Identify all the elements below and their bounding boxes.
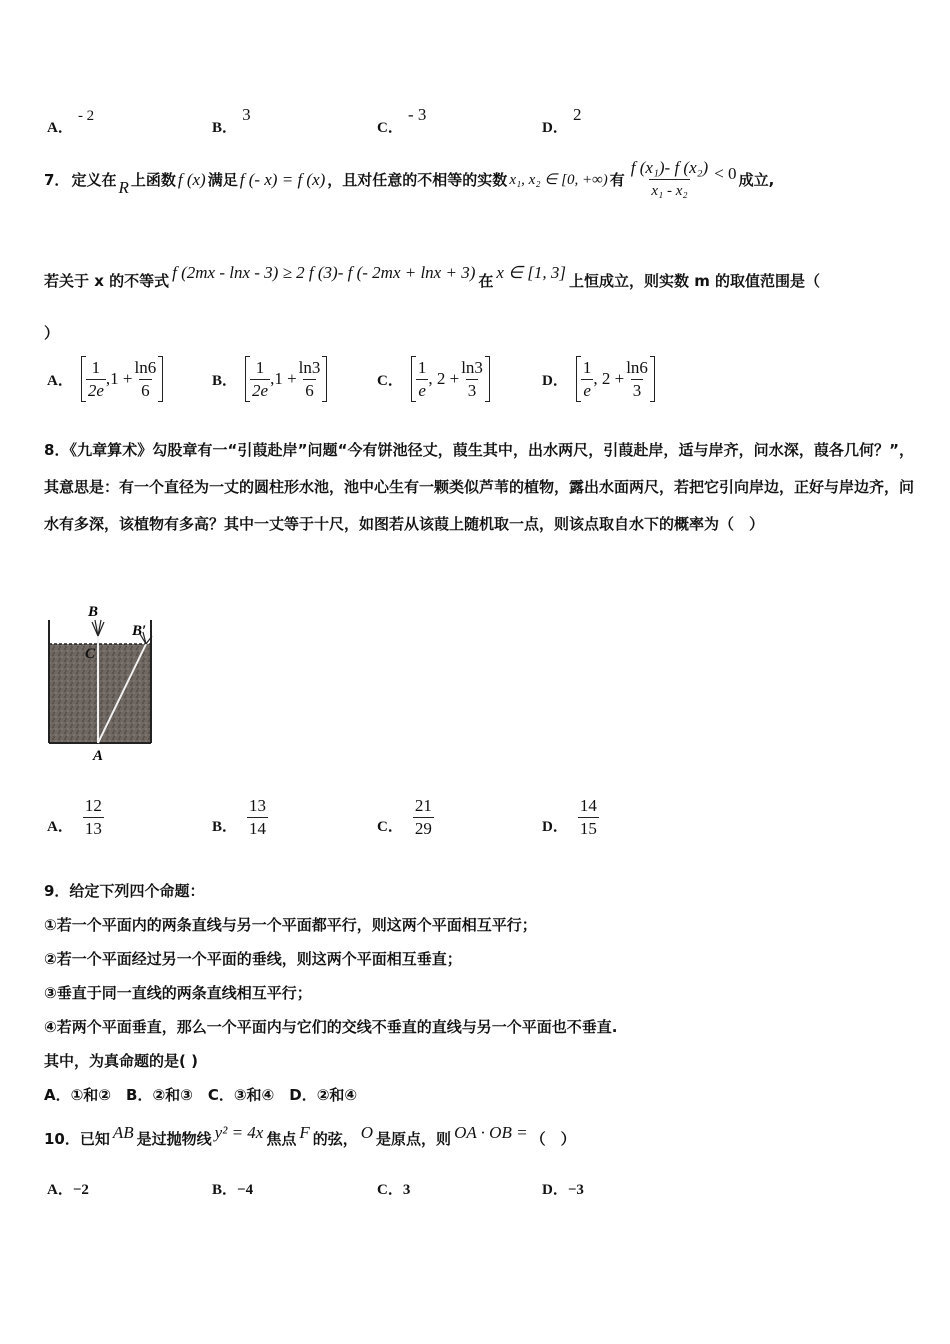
fraction-numerator: ln3 [461,357,483,377]
fraction [413,796,434,839]
fraction-denominator: e [418,380,426,400]
fraction-denominator: x₁ - x₂ [649,179,689,201]
q10-O: O [360,1122,374,1142]
option-label: D． [542,819,568,835]
fraction-numerator: ln3 [298,357,321,377]
option-label: A． [47,819,73,835]
interval-text: , 2 + [593,369,625,388]
q7-monotone-fraction [629,158,710,201]
q7-text: 定义在 [71,171,117,189]
right-bracket [650,356,655,402]
option-label: D． [542,120,568,136]
fraction [459,358,485,401]
q9-question: 其中，为真命题的是( ) [44,1052,198,1070]
right-bracket [485,356,490,402]
interval [576,356,655,402]
q10-text: 10．已知 [44,1130,110,1148]
interval [81,356,163,402]
option-label: D． [542,1182,568,1198]
fraction [247,796,268,839]
q9-statement-2: ②若一个平面经过另一个平面的垂线，则这两个平面相互垂直； [44,950,462,968]
option-value: - 3 [407,105,427,124]
q7-inequality: f (2mx - lnx - 3) ≥ 2 f (3)- f (- 2mx + lnx + 3) [172,262,476,282]
q7-text: 在 [478,272,494,290]
label-A: A [93,748,104,764]
q6-option-d [542,104,582,136]
q10-stem [44,1122,576,1148]
fraction [624,358,650,401]
option-label: C． [377,819,403,835]
right-bracket [158,356,163,402]
fraction-numerator: 1 [582,357,592,377]
fraction [250,358,270,401]
option-label: A． [47,1182,73,1198]
label-C: C [85,646,96,662]
q7-stem-line2 [44,262,821,290]
q10-parabola: y² = 4x [214,1122,264,1142]
q10-text: 焦点 [266,1130,297,1148]
fraction-denominator: 3 [467,380,477,400]
interval-text: , 2 + [428,369,460,388]
option-label: B． [212,1182,238,1198]
fraction-numerator: ln6 [134,357,157,377]
q7-text: 上恒成立，则实数 m 的取值范围是（ [568,272,821,290]
q7-option-a [47,356,163,402]
fraction [416,358,429,401]
fraction [578,796,599,839]
option-value: −4 [237,1182,254,1198]
option-value: −3 [567,1182,584,1198]
q10-option-c [377,1178,410,1199]
q9-answers: A．①和② B．②和③ C．③和④ D．②和④ [44,1086,358,1104]
fraction-denominator: 13 [84,819,102,838]
option-label: A． [47,120,73,136]
q8-option-b [212,796,268,839]
q7-domain: x ∈ [1, 3] [496,262,566,282]
option-label: B． [212,372,238,389]
fraction-numerator: 1 [255,357,265,377]
q10-text: 的弦， [312,1130,358,1148]
fraction [83,796,104,839]
fraction-numerator: 14 [579,796,597,815]
fraction-numerator: 13 [249,796,267,815]
q10-F: F [299,1122,310,1142]
fraction-denominator: 2e [252,380,269,400]
right-bracket [322,356,327,402]
option-value: 2 [572,105,582,124]
q9-statement-4: ④若两个平面垂直，那么一个平面内与它们的交线不垂直的直线与另一个平面也不垂直. [44,1018,618,1036]
q10-text: 是原点，则 [376,1130,452,1148]
q7-text: ，且对任意的不相等的实数 [327,171,508,189]
q10-AB: AB [112,1122,134,1142]
interval [411,356,490,402]
q7-R: R [118,177,129,197]
q7-fx: f (x) [177,169,206,189]
fraction-denominator: 6 [141,380,150,400]
option-label: B． [212,819,238,835]
q7-text: 有 [609,171,625,189]
label-B: B [88,604,99,620]
q6-option-a [47,104,95,136]
fraction-numerator: 12 [84,796,102,815]
fraction [297,358,323,401]
label-B-prime: B′ [132,623,147,639]
q6-option-b [212,104,251,136]
q7-text: 成立, [738,171,775,189]
q10-option-a [47,1178,89,1199]
q7-close-paren: ） [44,324,60,342]
q6-option-c [377,104,427,136]
fraction-numerator: 1 [417,357,427,377]
option-value: −2 [72,1182,89,1198]
water-region [49,644,151,743]
option-label: D． [542,372,568,389]
q9-title: 9．给定下列四个命题： [44,882,205,900]
q7-number: 7． [44,171,70,189]
q8-option-a [47,796,104,839]
fraction-denominator: 6 [305,380,314,400]
fraction-numerator: f (x₁)- f (x₂) [630,158,709,177]
q8-stem: 8．《九章算术》勾股章有一“引葭赴岸”问题“今有饼池径丈，葭生其中，出水两尺，引葭赴岸，适与岸齐，问水深，葭各几何？”，其意思是：有一个直径为一丈的圆柱形水池，池中心生有一颗类似芦苇的植物，露出水面两尺，若把它引向岸边，正好与岸边齐，问水有多深，该植物有多高？其中一丈等于十尺，如图若从该葭上随机取一点，则该点取自水下的概率为（ ） [44,441,915,533]
option-value: 3 [242,105,251,124]
option-value: 3 [402,1182,411,1198]
q9-statement-1: ①若一个平面内的两条直线与另一个平面都平行，则这两个平面相互平行； [44,916,537,934]
q10-text: （ ） [530,1130,576,1148]
option-label: C． [377,120,403,136]
q8-option-d [542,796,599,839]
fraction-numerator: ln6 [626,357,648,377]
option-value: - 2 [77,108,95,124]
q7-option-d [542,356,655,402]
q7-text: 若关于 x 的不等式 [44,272,170,290]
fraction [86,358,106,401]
q7-text: 满足 [207,171,238,189]
q7-symmetry-eq: f (- x) = f (x) [239,169,326,189]
q7-vars: x₁, x₂ ∈ [0, +∞) [509,172,608,188]
q10-text: 是过抛物线 [136,1130,212,1148]
interval-text: ,1 + [270,369,297,388]
fraction-denominator: 29 [414,819,432,838]
q7-option-c [377,356,490,402]
q7-less-than-zero: < 0 [714,163,737,183]
q10-dot-product: OA · OB = [454,1122,528,1142]
fraction [132,358,158,401]
q7-stem-line1 [44,158,774,201]
q10-option-b [212,1178,253,1199]
q9-statement-3: ③垂直于同一直线的两条直线相互平行； [44,984,312,1002]
interval [245,356,327,402]
q8-pond-figure [40,600,165,765]
q8-option-c [377,796,434,839]
q7-text: 上函数 [130,171,176,189]
q10-option-d [542,1178,584,1199]
q7-option-b [212,356,327,402]
option-label: C． [377,1182,403,1198]
option-label: B． [212,120,238,136]
fraction-numerator: 21 [414,796,432,815]
fraction-denominator: 3 [632,380,642,400]
fraction-denominator: 15 [579,819,597,838]
fraction-denominator: 2e [87,380,104,400]
fraction-numerator: 1 [91,357,101,377]
fraction-denominator: e [583,380,591,400]
option-label: C． [377,372,403,389]
interval-text: ,1 + [105,369,133,388]
fraction-denominator: 14 [249,819,267,838]
option-label: A． [47,372,73,389]
fraction [581,358,594,401]
